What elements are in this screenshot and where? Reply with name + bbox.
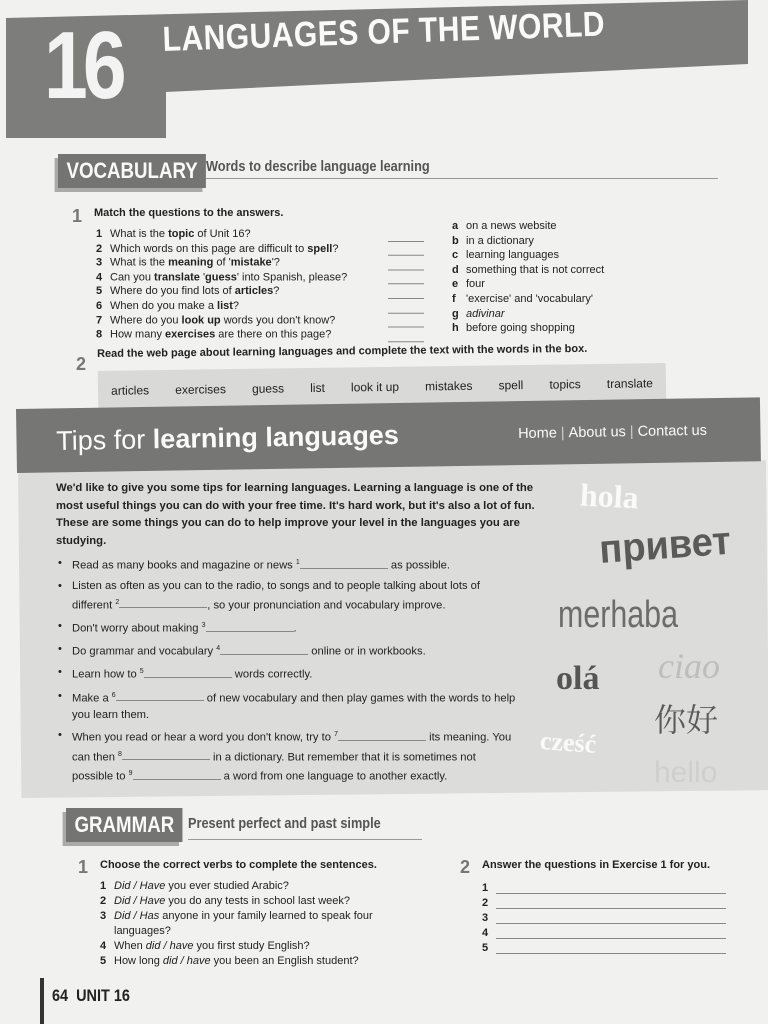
answer-lines [482,879,726,954]
grammar-sentence [100,879,420,894]
sentence-number: 1 [100,880,107,892]
answer-blank[interactable] [388,313,424,328]
answer-option [452,307,604,322]
grammar-ex1-number: 1 [78,857,89,877]
question-text [110,284,380,299]
tip-text: online or in workbooks. [308,645,426,658]
question-segment: How many [110,328,166,341]
question-text [110,241,380,256]
grammar-subtitle: Present perfect and past simple [188,815,381,832]
footer-unit: UNIT 16 [76,986,130,1005]
sentence-text [114,879,420,894]
gap-blank[interactable] [300,568,388,569]
gap-number: 1 [295,559,300,566]
question-number: 8 [96,328,103,341]
answer-blank[interactable] [388,241,424,256]
tip-item [56,727,516,785]
answer-option [452,234,604,249]
question-text [110,327,380,342]
gap-blank[interactable] [220,654,308,655]
footer [52,986,130,1006]
question-segment: What is the [110,256,169,269]
answer-line-number: 4 [482,927,489,939]
answer-line-number: 1 [482,882,489,894]
greeting-hello: hello [654,756,718,789]
tip-text: When you read or hear a word you don't know, try to [72,732,335,745]
verb-choice[interactable]: did / have [145,940,194,952]
grammar-sentence [100,954,420,969]
question-text [110,299,380,314]
question-row [96,313,424,328]
word-box-item: articles [110,383,150,398]
question-segment: ? [273,285,280,298]
tip-text: words correctly. [231,669,313,682]
word-box-item: exercises [175,382,227,397]
question-row [96,299,424,314]
question-keyword: mistake [230,256,272,269]
word-box-item: look it up [350,379,400,395]
tip-text: Learn how to [72,669,140,682]
tip-text: Listen as often as you can to the radio, to songs and to people talking about lots of different [72,580,480,612]
question-text [110,313,380,328]
sentence-number: 2 [100,895,107,907]
answer-text: 'exercise' and 'vocabulary' [466,292,594,305]
verb-choice[interactable]: did / have [162,955,211,967]
word-box-item: list [310,380,325,396]
grammar-label: GRAMMAR [66,808,183,842]
word-box-item: mistakes [425,378,473,394]
question-segment: What is the [110,228,169,240]
answer-line[interactable] [496,882,726,894]
vocabulary-label: VOCABULARY [58,154,206,188]
gap-blank[interactable] [116,700,204,701]
greeting-hola: hola [579,476,640,516]
web-title-bold: learning languages [152,420,400,455]
question-row [96,327,424,342]
question-row [96,284,424,299]
gap-blank[interactable] [338,740,426,741]
web-intro: We'd like to give you some tips for learning languages. Learning a language is one of the most useful things you can do with your free time. It's hard work, but it's also a lot of fun. These are some things you can do to help improve your level in the languages you are studying. [56,482,535,547]
answer-line-row [482,879,726,894]
sentence-text [114,894,420,909]
sentence-lead: When [114,940,146,952]
answer-line-number: 3 [482,912,489,924]
question-segment: ? [332,242,339,255]
answer-text: on a news website [466,220,557,232]
gap-blank[interactable] [144,677,232,678]
answer-letter: b [452,234,459,247]
question-segment: When do you make a [110,299,218,312]
answer-blank[interactable] [388,284,424,299]
vocab-ex1-number: 1 [72,206,83,226]
answer-line-row [482,939,726,954]
answer-option [452,277,604,292]
gap-number: 3 [201,621,206,629]
answer-blank[interactable] [388,299,424,314]
answer-option [452,219,604,234]
vocab-ex2-instruction: Read the web page about learning languages and complete the text with the words in the box. [97,342,588,360]
tip-item [56,664,516,683]
nav-contact-us[interactable]: Contact us [637,422,708,440]
question-keyword: spell [307,242,333,255]
question-segment: of Unit 16? [194,228,251,240]
word-box-item: topics [549,377,581,392]
question-number: 3 [96,256,103,269]
gap-number: 8 [118,750,122,758]
question-number: 6 [96,299,103,312]
sentence-number: 5 [100,955,107,967]
tip-text: of new vocabulary and then play games with the words to help you learn them. [72,692,516,721]
gap-number: 6 [111,691,116,699]
question-text [110,270,380,285]
verb-choice[interactable]: Did / Has [114,910,160,922]
answer-blank[interactable] [388,327,424,342]
answer-line-row [482,924,726,939]
sentence-rest: you do any tests in school last week? [165,895,351,907]
sentence-rest: you first study English? [193,940,310,952]
nav-about-us[interactable]: About us [568,424,626,442]
question-segment: '? [271,256,280,269]
web-title-light: Tips for [56,424,154,456]
vocabulary-subtitle: Words to describe language learning [206,158,430,175]
grammar-sentence [100,894,420,909]
grammar-sentence [100,939,420,954]
tip-text: Make a [72,692,112,705]
answer-text: before going shopping [466,322,575,335]
answer-line[interactable] [496,912,726,924]
tip-item [56,688,516,724]
question-keyword: meaning [168,256,214,269]
unit-title: LANGUAGES OF THE WORLD [161,4,606,59]
vocab-question-list [96,227,424,344]
question-number: 4 [96,271,103,284]
question-row [96,241,424,256]
question-number: 7 [96,314,103,327]
tip-item [56,618,516,637]
answer-line-row [482,909,726,924]
answer-letter: e [452,278,459,291]
gap-number: 5 [139,668,144,676]
grammar-rule [188,839,422,840]
greeting-merhaba: merhaba [558,594,678,636]
question-segment: Where do you find lots of [110,285,235,298]
question-row [96,256,424,271]
sentence-text [114,939,420,954]
footer-bar [40,978,44,1024]
web-nav [518,423,707,442]
answer-option [452,292,604,307]
tip-text: Do grammar and vocabulary [72,645,217,658]
gap-number: 2 [115,598,120,606]
question-text [110,227,380,242]
sentence-rest: you ever studied Arabic? [165,880,289,892]
answer-line[interactable] [496,927,726,939]
answer-text: something that is not correct [466,263,605,276]
gap-number: 7 [334,731,338,739]
question-keyword: look up [181,314,221,327]
tip-item [56,641,516,660]
answer-blank[interactable] [388,270,424,285]
question-text [110,256,380,271]
grammar-ex1-instruction: Choose the correct verbs to complete the sentences. [100,859,377,871]
answer-letter: h [452,322,459,335]
verb-choice[interactable]: Did / Have [114,895,166,907]
sentence-rest: you been an English student? [210,955,359,967]
tip-text: in a dictionary. But remember that it is sometimes not possible to [72,751,476,783]
word-box-item: spell [498,378,524,393]
question-keyword: topic [168,228,195,240]
vocab-answer-list [452,219,604,336]
tip-text: . [293,622,297,635]
nav-separator: | [560,425,565,442]
word-box-item: guess [251,381,285,396]
vocab-ex2-number: 2 [76,354,87,374]
grammar-ex2-instruction: Answer the questions in Exercise 1 for you. [482,859,711,871]
web-title [56,420,399,457]
vocab-ex1-instruction: Match the questions to the answers. [94,207,284,219]
greeting-privet: привет [597,518,733,572]
gap-blank[interactable] [133,779,221,780]
verb-choice[interactable]: Did / Have [114,880,166,892]
grammar-sentence [100,909,420,939]
nav-home[interactable]: Home [518,425,557,442]
word-box-item: translate [606,376,653,391]
grammar-sentence-list [100,879,420,969]
question-keyword: exercises [165,328,216,341]
sentence-lead: How long [114,955,163,967]
answer-text: four [466,278,485,291]
answer-option [452,263,604,278]
answer-text: learning languages [466,249,559,262]
sentence-rest: anyone in your family learned to speak four languages? [114,910,373,937]
answer-letter: f [452,292,456,305]
gap-blank[interactable] [206,631,294,632]
question-number: 5 [96,285,103,298]
answer-line-row [482,894,726,909]
question-keyword: guess [205,271,237,284]
answer-option [452,248,604,263]
question-keyword: articles [234,285,274,298]
question-number: 1 [96,228,103,240]
greeting-czesc: cześć [539,726,598,759]
answer-line[interactable] [496,897,726,909]
tip-item [56,578,516,614]
sentence-number: 4 [100,940,107,952]
answer-letter: d [452,263,459,276]
grammar-ex2-number: 2 [460,857,471,877]
tip-text: Don't worry about making [72,622,202,635]
vocabulary-rule [206,178,718,179]
gap-blank[interactable] [122,759,210,760]
question-keyword: list [217,299,233,312]
question-keyword: translate [154,271,200,284]
tip-item [56,555,516,574]
tip-text: Read as many books and magazine or news [72,559,296,572]
question-number: 2 [96,242,103,255]
sentence-text [114,954,420,969]
answer-text: in a dictionary [466,234,534,247]
greeting-nihao: 你好 [654,702,719,738]
page-number: 64 [52,986,69,1005]
question-segment: ' [199,271,206,284]
answer-letter: a [452,220,459,232]
answer-line[interactable] [496,942,726,954]
answer-option [452,321,604,336]
gap-number: 9 [128,769,133,777]
tip-text: , so your pronunciation and vocabulary improve. [207,599,446,612]
answer-line-number: 5 [482,942,489,954]
tip-text: its meaning. You can then [72,732,512,764]
question-segment: Which words on this page are difficult to [110,242,308,255]
sentence-number: 3 [100,910,107,922]
nav-separator: | [629,423,634,441]
question-segment: ? [232,299,240,312]
question-segment: words you don't know? [220,314,336,327]
answer-blank[interactable] [388,256,424,271]
answer-letter: g [452,307,459,320]
greeting-ola: olá [556,660,600,697]
tip-text: as possible. [387,559,450,572]
question-row [96,270,424,285]
question-segment: are there on this page? [215,328,332,341]
answer-letter: c [452,249,459,262]
question-segment: ' into Spanish, please? [236,271,348,284]
question-row [96,227,424,242]
question-segment: Where do you [110,314,182,327]
unit-number: 16 [44,12,122,119]
gap-blank[interactable] [119,607,207,608]
tip-text: a word from one language to another exactly. [220,770,448,783]
tips-list [56,555,516,789]
greeting-ciao: ciao [658,646,720,686]
answer-blank[interactable] [388,227,424,242]
answer-line-number: 2 [482,897,489,909]
question-segment: Can you [110,271,155,284]
gap-number: 4 [216,645,221,653]
answer-text: adivinar [466,307,505,320]
question-segment: of ' [213,256,231,269]
sentence-text [114,909,420,939]
